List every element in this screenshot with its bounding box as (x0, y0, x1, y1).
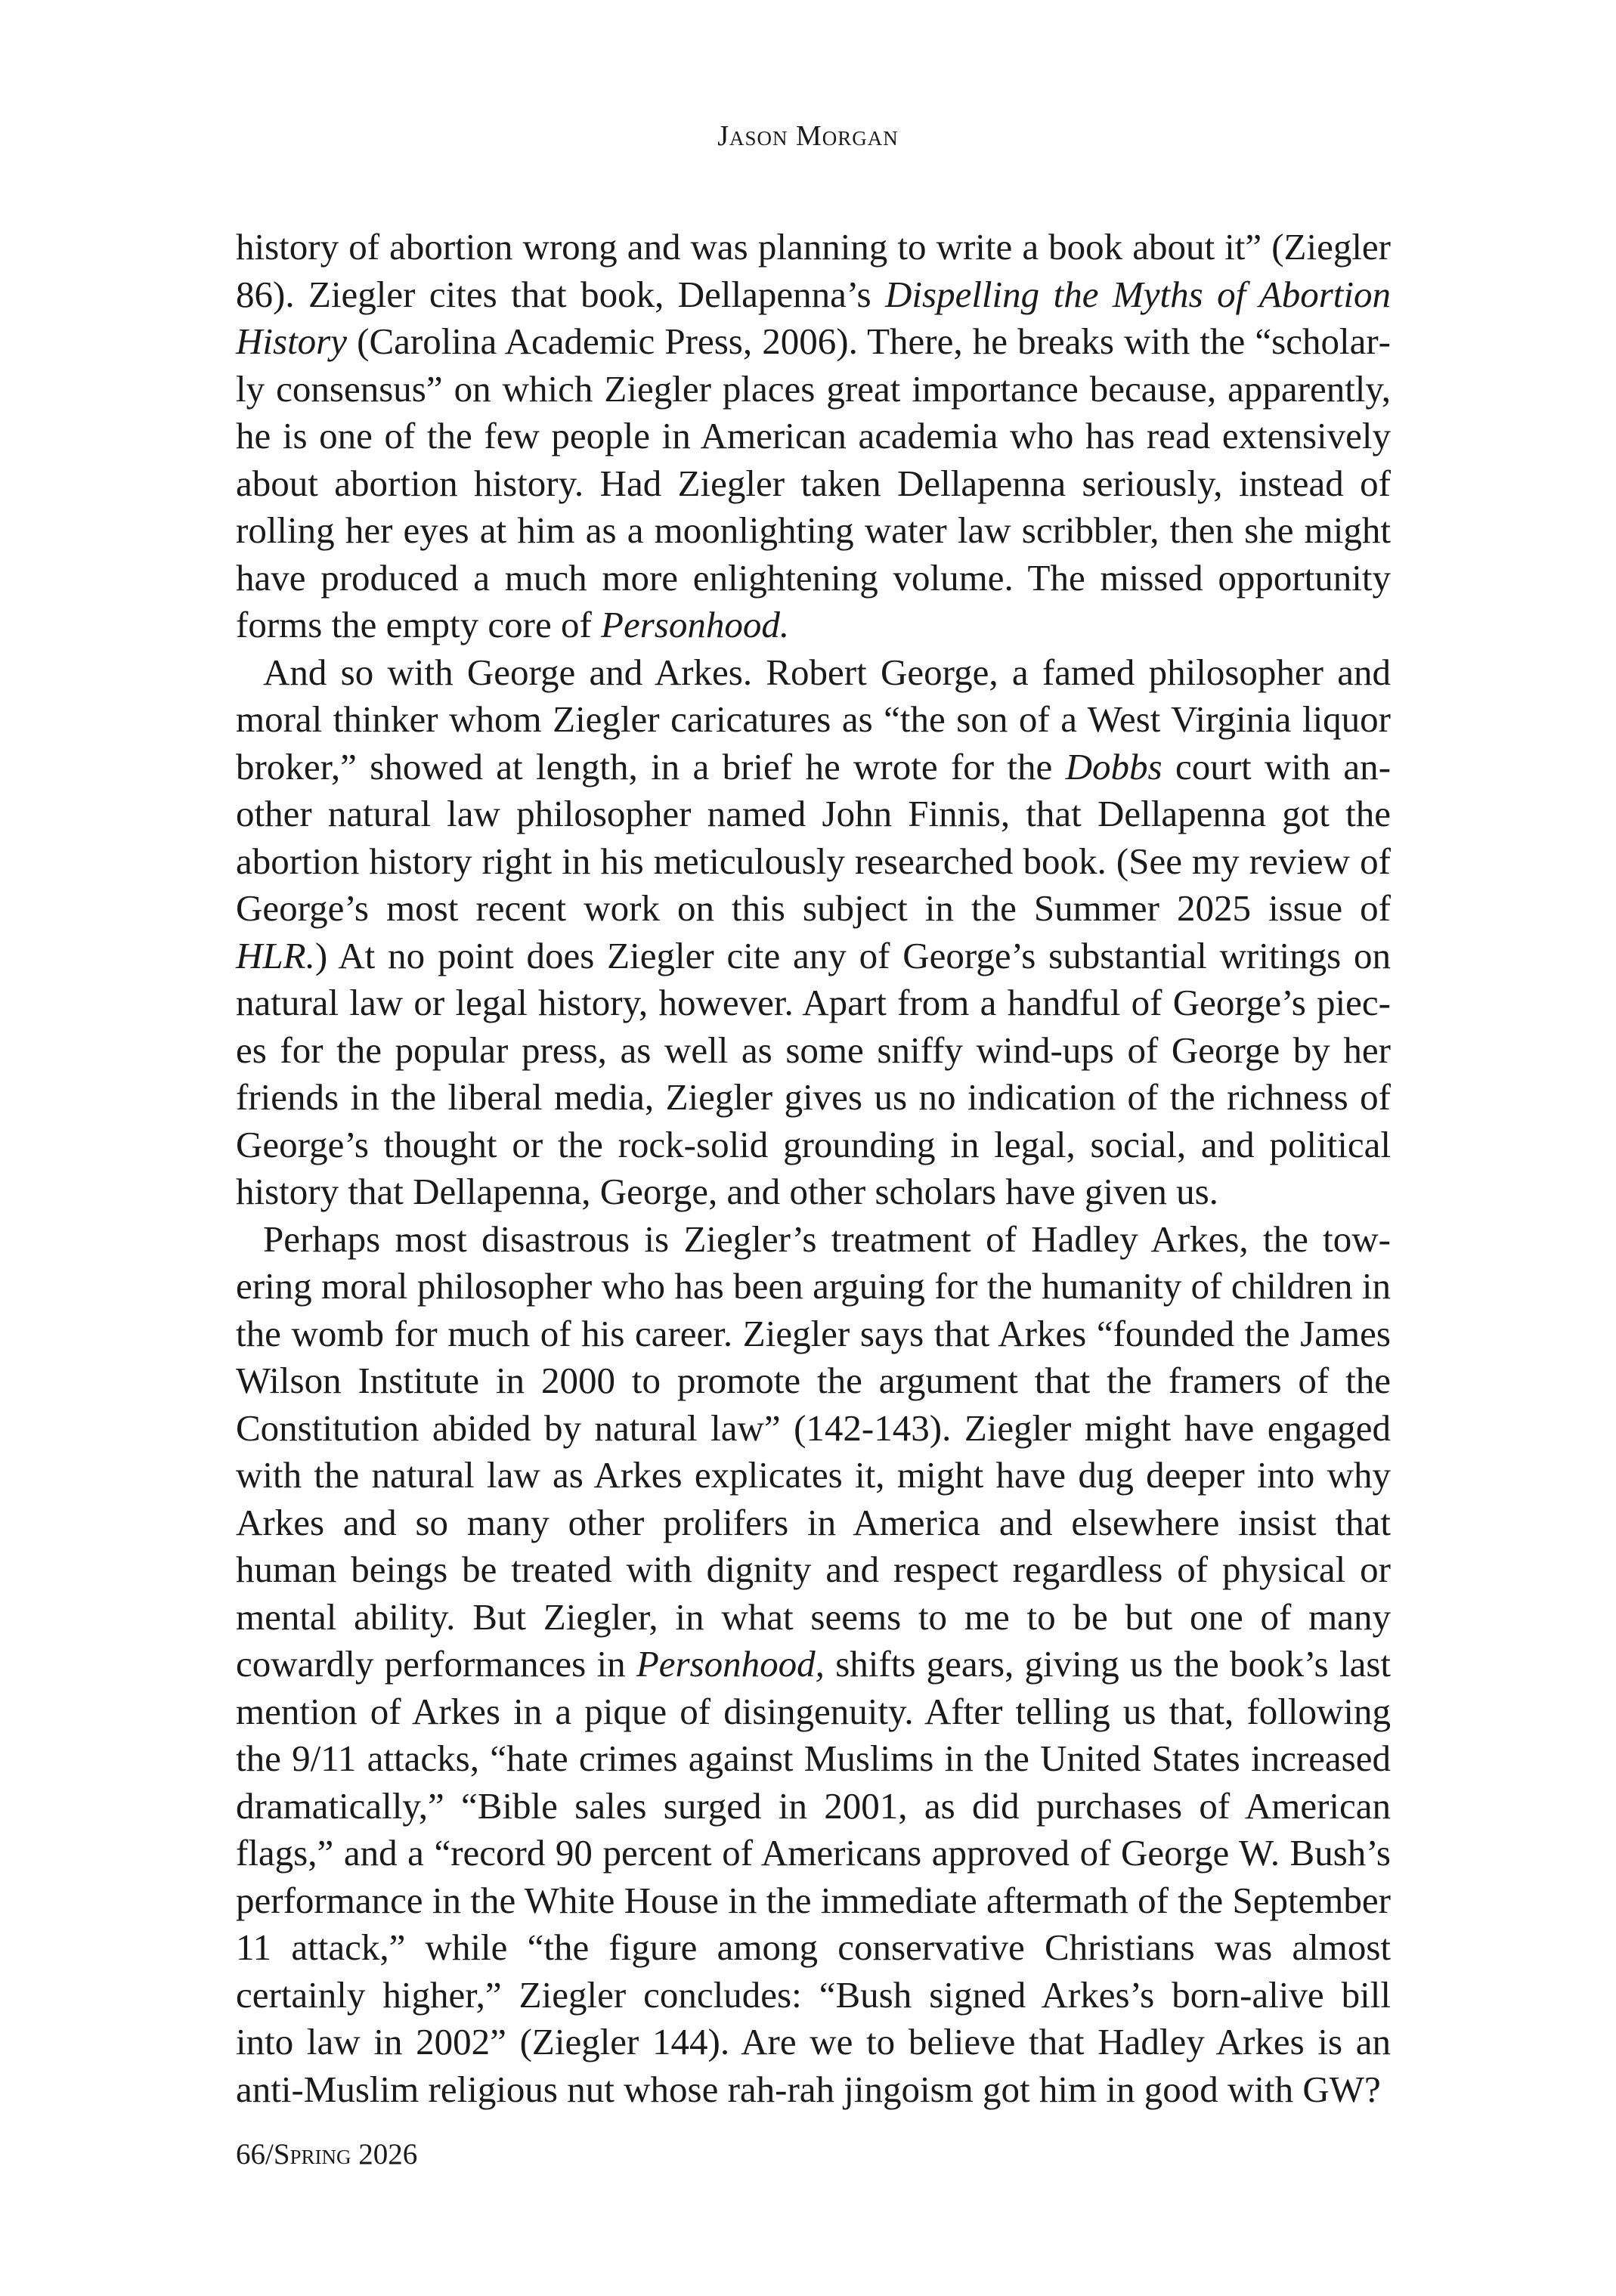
paragraph-continuation (236, 224, 1391, 649)
paragraph-george-and-arkes (236, 649, 1391, 1216)
italic-title: Dobbs (1065, 745, 1162, 788)
paragraph-arkes-treatment (236, 1216, 1391, 2114)
text-run: history of abortion wrong and was planning to write a book about it” (Ziegler 86). Ziegler cites that book, Dellapenna’s (236, 226, 1391, 315)
italic-title: Personhood. (601, 604, 790, 645)
running-head: Jason Morgan (717, 120, 899, 152)
issue-label: Spring 2026 (273, 2138, 418, 2171)
text-run: shifts gears, giving us the book’s last mention of Arkes in a pique of disingenuity. After telling us that, following the 9/11 attacks, “hate crimes against Muslims in the United States increased dramatically,” “Bible sales surged in 2001, as did purchases of American flags,” and a “record 90 percent of Americans approved of George W. Bush’s performance in the White House in the immediate aftermath of the September 11 attack,” while “the figure among conservative Christians was almost certainly higher,” Ziegler concludes: “Bush signed Arkes’s born-alive bill into law in 2002” (Ziegler 144). Are we to believe that Hadley Arkes is an anti-Muslim religious nut whose rah-rah jingoism got him in good with GW? (236, 1643, 1391, 2110)
page-number: 66/ (236, 2138, 274, 2171)
italic-title: HLR. (236, 934, 315, 976)
text-run: And so with George and Arkes. Robert George, a famed philosopher and moral thinker whom Ziegler caricatures as “the son of a West Virginia liquor broker,” showed at length, in a brief he wrote for the (236, 651, 1391, 788)
text-run: court with another natural law philosopher named John Finnis, that Dellapenna got the abortion history right in his meticulously researched book. (See my review of George’s most recent work on this subject in the Summer 2025 issue of (236, 745, 1392, 929)
text-run: Perhaps most disastrous is Ziegler’s treatment of Hadley Arkes, the towering moral philosopher who has been arguing for the humanity of children in the womb for much of his career. Ziegler says that Arkes “founded the James Wilson Institute in 2000 to promote the argument that the framers of the Constitution abided by natural law” (142-143). Ziegler might have engaged with the natural law as Arkes explicates it, might have dug deeper into why Arkes and so many other prolifers in America and elsewhere insist that human beings be treated with dignity and respect regardless of physical or mental ability. But Ziegler, in what seems to me to be but one of many cowardly performances in (236, 1218, 1391, 1685)
page-folio (236, 2137, 417, 2171)
italic-title: Dispelling the Myths of Abortion History (236, 273, 1391, 362)
text-run: (Carolina Academic Press, 2006). There, he breaks with the “scholarly consensus” on which Ziegler places great importance because, apparently, he is one of the few people in American academia who has read extensively about abortion history. Had Ziegler taken Dellapenna seriously, instead of rolling her eyes at him as a moonlighting water law scribbler, then she might have produced a much more enlightening volume. The missed opportunity forms the empty core of (236, 320, 1391, 645)
italic-title: Personhood, (636, 1643, 825, 1685)
text-run: ) At no point does Ziegler cite any of George’s substantial writings on natural law or legal history, however. Apart from a handful of George’s pieces for the popular press, as well as some sniffy wind-ups of George by her friends in the liberal media, Ziegler gives us no indication of the richness of George’s thought or the rock-solid grounding in legal, social, and political history that Dellapenna, George, and other scholars have given us. (236, 934, 1391, 1212)
body-text (236, 224, 1391, 2113)
